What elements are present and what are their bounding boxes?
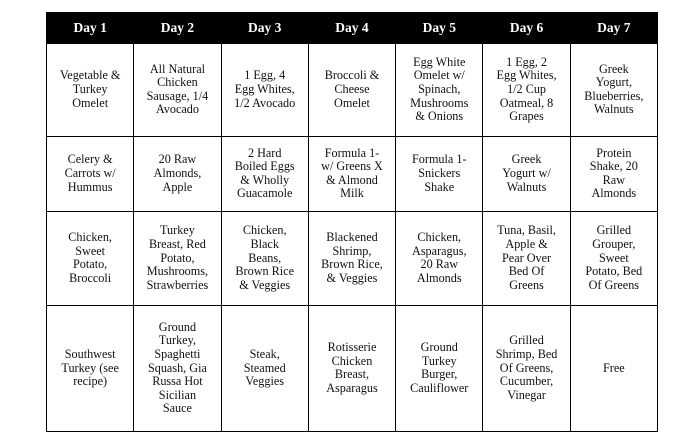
meal-line: Chicken,	[417, 230, 462, 245]
meal-line: Omelet	[72, 95, 109, 110]
meal-line: Ground	[420, 340, 458, 355]
meal-line: Turkey (see	[61, 360, 119, 375]
meal-line: Blackened	[326, 230, 378, 245]
meal-line: Vegetable &	[59, 68, 121, 83]
meal-line: Broccoli	[69, 270, 112, 285]
meal-line: Protein	[596, 145, 632, 160]
meal-line: Hummus	[67, 179, 113, 194]
meal-line: Shrimp,	[332, 243, 372, 258]
meal-line: & Veggies	[239, 277, 291, 292]
meal-cell	[134, 305, 221, 431]
meal-cell	[221, 44, 308, 137]
meal-line: Sicilian	[158, 387, 197, 402]
meal-line: Beans,	[248, 250, 282, 265]
meal-cell	[483, 212, 570, 306]
meal-line: & Almond	[326, 172, 378, 187]
meal-row-2	[47, 136, 658, 211]
meal-cell	[47, 44, 134, 137]
meal-line: Potato, Bed	[585, 264, 643, 279]
meal-line: & Onions	[415, 109, 464, 124]
meal-line: 20 Raw	[158, 152, 197, 167]
meal-line: Burger,	[421, 367, 458, 382]
header-day-5: Day 5	[396, 13, 483, 44]
meal-line: Apple	[162, 179, 193, 194]
table-header	[47, 13, 658, 44]
meal-line: Oatmeal, 8	[499, 95, 554, 110]
meal-line: Mushrooms	[410, 95, 469, 110]
meal-line: Breast, Red	[148, 236, 206, 251]
meal-line: recipe)	[73, 374, 108, 389]
meal-line: Omelet	[334, 95, 370, 110]
meal-line: Breast,	[334, 367, 370, 382]
meal-cell	[570, 136, 657, 211]
meal-line: Grapes	[509, 109, 544, 124]
meal-line: Russa Hot	[152, 374, 203, 389]
meal-cell	[570, 44, 657, 137]
meal-cell	[483, 305, 570, 431]
meal-cell	[396, 212, 483, 306]
meal-line: Guacamole	[236, 186, 293, 201]
meal-line: Egg Whites,	[234, 82, 295, 97]
meal-line: Grilled	[509, 333, 544, 348]
meal-line: Chicken	[157, 75, 198, 90]
meal-line: Cauliflower	[410, 380, 469, 395]
meal-cell	[134, 44, 221, 137]
meal-plan-table	[46, 12, 658, 432]
meal-line: Almonds	[591, 186, 637, 201]
meal-line: Steamed	[243, 360, 286, 375]
meal-cell	[134, 136, 221, 211]
meal-cell	[396, 136, 483, 211]
header-day-7: Day 7	[570, 13, 657, 44]
meal-line: Greens	[509, 277, 544, 292]
meal-line: Grilled	[596, 223, 632, 238]
meal-line: Turkey	[160, 223, 195, 238]
meal-line: Brown Rice	[235, 264, 294, 279]
meal-line: Chicken,	[68, 230, 112, 245]
meal-line: & Wholly	[240, 172, 290, 187]
meal-line: Steak,	[249, 346, 280, 361]
meal-cell	[221, 212, 308, 306]
meal-line: Turkey	[72, 82, 108, 97]
meal-line: Avocado	[155, 102, 199, 117]
meal-line: Asparagus	[326, 380, 378, 395]
meal-line: Vinegar	[507, 387, 546, 402]
meal-line: Milk	[340, 186, 364, 201]
meal-row-1	[47, 44, 658, 137]
meal-row-4	[47, 305, 658, 431]
meal-line: Shake	[424, 179, 455, 194]
meal-line: Sweet	[75, 243, 106, 258]
meal-line: Ground	[158, 319, 197, 334]
meal-cell	[308, 212, 395, 306]
meal-line: Bed Of	[508, 264, 545, 279]
meal-line: Turkey,	[158, 333, 196, 348]
header-day-2: Day 2	[134, 13, 221, 44]
meal-line: Walnuts	[594, 102, 634, 117]
meal-cell	[47, 136, 134, 211]
meal-line: Sweet	[598, 250, 629, 265]
meal-line: Greek	[511, 152, 542, 167]
meal-line: 2 Hard	[247, 145, 282, 160]
meal-line: Of Greens	[588, 277, 640, 292]
meal-line: Spinach,	[418, 82, 461, 97]
table-body	[47, 44, 658, 432]
meal-line: Chicken	[331, 353, 373, 368]
meal-cell	[47, 212, 134, 306]
meal-cell	[221, 136, 308, 211]
meal-line: Carrots w/	[64, 166, 116, 181]
meal-line: Egg White	[413, 54, 466, 69]
meal-line: Shake, 20	[589, 159, 638, 174]
meal-line: Black	[250, 236, 279, 251]
meal-cell	[483, 136, 570, 211]
meal-cell	[483, 44, 570, 137]
meal-line: 1 Egg, 4	[244, 68, 286, 83]
meal-line: 20 Raw	[420, 257, 459, 272]
meal-line: Veggies	[245, 374, 284, 389]
meal-line: Mushrooms,	[146, 264, 209, 279]
meal-line: Egg Whites,	[496, 68, 557, 83]
meal-line: Boiled Eggs	[234, 159, 295, 174]
header-day-4: Day 4	[308, 13, 395, 44]
meal-line: Grouper,	[592, 236, 636, 251]
meal-line: & Veggies	[326, 270, 378, 285]
meal-line: 1/2 Avocado	[234, 95, 296, 110]
meal-cell	[396, 305, 483, 431]
meal-line: Almonds,	[153, 166, 202, 181]
meal-line: Brown Rice,	[321, 257, 383, 272]
meal-line: Formula 1-	[324, 145, 380, 160]
meal-cell	[308, 305, 395, 431]
meal-cell	[134, 212, 221, 306]
meal-line: Omelet w/	[413, 68, 465, 83]
meal-line: Raw	[602, 172, 626, 187]
header-day-3: Day 3	[221, 13, 308, 44]
meal-line: Apple &	[505, 236, 548, 251]
meal-line: Sausage, 1/4	[146, 88, 209, 103]
meal-line: All Natural	[149, 61, 205, 76]
meal-line: Potato,	[160, 250, 195, 265]
meal-line: Celery &	[67, 152, 113, 167]
meal-line: Squash, Gia	[147, 360, 207, 375]
meal-line: Rotisserie	[327, 340, 377, 355]
meal-line: Free	[603, 360, 625, 375]
meal-line: Cucumber,	[499, 374, 554, 389]
meal-line: Formula 1-	[412, 152, 467, 167]
meal-cell	[221, 305, 308, 431]
meal-cell	[396, 44, 483, 137]
meal-line: Turkey	[421, 353, 457, 368]
meal-row-3	[47, 212, 658, 306]
meal-line: Chicken,	[242, 223, 287, 238]
meal-cell	[570, 212, 657, 306]
meal-line: 1 Egg, 2	[506, 54, 548, 69]
meal-cell	[308, 136, 395, 211]
meal-line: Southwest	[64, 346, 116, 361]
header-row	[47, 13, 658, 44]
meal-line: Almonds	[416, 270, 462, 285]
meal-cell	[570, 305, 657, 431]
meal-line: w/ Greens X	[321, 159, 383, 174]
meal-line: Of Greens,	[499, 360, 554, 375]
meal-line: Snickers	[418, 166, 461, 181]
meal-line: Tuna, Basil,	[497, 223, 556, 238]
meal-line: Shrimp, Bed	[495, 346, 558, 361]
meal-line: 1/2 Cup	[507, 82, 547, 97]
meal-line: Strawberries	[146, 277, 209, 292]
meal-line: Pear Over	[502, 250, 552, 265]
meal-line: Sauce	[162, 401, 192, 416]
meal-line: Potato,	[73, 257, 108, 272]
meal-line: Walnuts	[506, 179, 547, 194]
header-day-6: Day 6	[483, 13, 570, 44]
meal-cell	[47, 305, 134, 431]
meal-line: Blueberries,	[584, 88, 644, 103]
meal-line: Yogurt,	[595, 75, 633, 90]
meal-line: Broccoli &	[324, 68, 380, 83]
header-day-1: Day 1	[47, 13, 134, 44]
meal-line: Yogurt w/	[502, 166, 551, 181]
meal-line: Spaghetti	[154, 346, 201, 361]
meal-cell	[308, 44, 395, 137]
meal-line: Cheese	[334, 82, 370, 97]
meal-line: Greek	[598, 61, 629, 76]
meal-line: Asparagus,	[412, 243, 467, 258]
